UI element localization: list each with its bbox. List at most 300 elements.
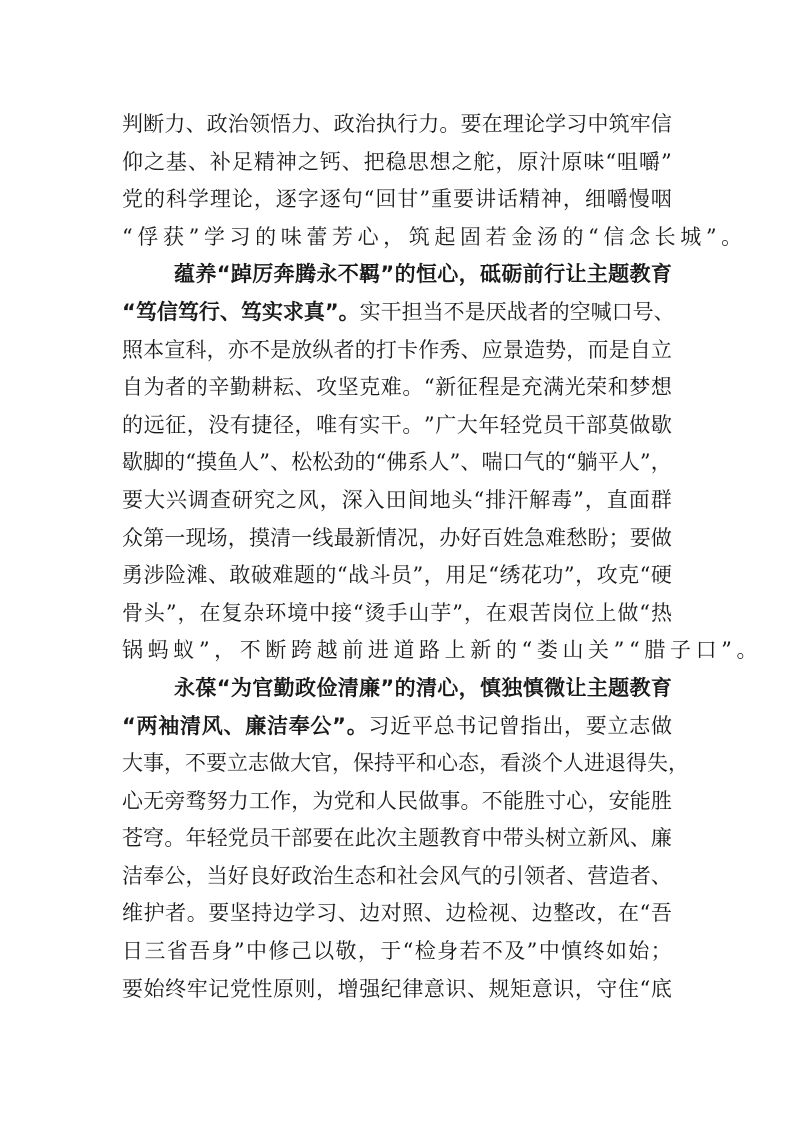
char: 论 (231, 187, 253, 212)
char: 要 (206, 751, 227, 776)
char: 艰 (507, 600, 529, 625)
char: 地 (429, 487, 451, 512)
char: 人 (238, 450, 260, 475)
text-line (122, 708, 672, 746)
char: 咀 (617, 149, 639, 174)
char: 喘 (481, 450, 503, 475)
char: 骛 (185, 788, 207, 813)
char: 第 (143, 525, 165, 550)
char: 有 (337, 412, 359, 437)
char: 终 (583, 939, 605, 964)
bold-char: ， (458, 675, 480, 700)
char: 好 (460, 525, 482, 550)
char: “ (336, 563, 348, 588)
char: 的 (315, 563, 337, 588)
char: 攻 (316, 375, 338, 400)
char: 。 (439, 112, 461, 136)
char: 筑 (408, 224, 435, 249)
char: 的 (164, 450, 186, 475)
char: 攻 (596, 563, 618, 588)
char: 强 (359, 976, 381, 1001)
bold-char: 公 (310, 713, 332, 738)
char: 勇 (122, 563, 143, 588)
char: 稳 (385, 149, 407, 174)
char: 清 (270, 525, 292, 550)
char: 照 (402, 901, 424, 926)
char: 中 (538, 939, 560, 964)
char: 志 (248, 751, 269, 776)
char: 为 (143, 375, 165, 400)
char: ， (383, 224, 409, 249)
char: 及 (504, 939, 526, 964)
char: 越 (316, 638, 343, 663)
char: 嚼 (606, 187, 628, 212)
bold-char: 羁 (359, 262, 381, 287)
char: 办 (439, 525, 461, 550)
char: 领 (248, 112, 270, 136)
char: 细 (584, 187, 606, 212)
char: 、 (566, 863, 588, 888)
char: 穹 (143, 826, 165, 851)
char: 佛 (386, 450, 408, 475)
bold-char: 洁 (266, 713, 288, 738)
char: “ (639, 600, 651, 625)
text-line (122, 144, 672, 182)
char: 总 (433, 713, 455, 738)
char: 做 (617, 600, 639, 625)
text-line (122, 933, 672, 971)
char: 人 (375, 788, 397, 813)
char: 整 (553, 901, 575, 926)
char: ， (564, 713, 586, 738)
bold-char: “ (122, 713, 136, 738)
char: ” (188, 224, 204, 249)
char: 部 (291, 826, 313, 851)
char: 者 (545, 863, 567, 888)
char: 是 (270, 337, 292, 362)
char: 田 (385, 487, 407, 512)
char: 检 (467, 901, 488, 926)
char: 子 (669, 638, 696, 663)
char: 边 (531, 901, 553, 926)
bold-char: 不 (337, 262, 359, 287)
char: 出 (542, 713, 564, 738)
text-line (122, 745, 689, 783)
char: 径 (272, 412, 294, 437)
char: 足 (231, 149, 253, 174)
char: 回 (375, 187, 397, 212)
char: 咽 (650, 187, 672, 212)
char: 近 (390, 713, 412, 738)
char: 要 (312, 826, 334, 851)
char: ， (574, 976, 596, 1001)
char: 的 (143, 187, 165, 212)
char: 政 (333, 112, 355, 136)
char: 如 (605, 939, 627, 964)
char: 保 (353, 751, 374, 776)
char: 进 (584, 751, 605, 776)
bold-char: 让 (565, 262, 587, 287)
char: 想 (429, 149, 451, 174)
char: 视 (488, 901, 510, 926)
char: 调 (187, 487, 209, 512)
char: 最 (333, 525, 355, 550)
bold-char: 育 (650, 262, 672, 287)
char: 判 (122, 112, 143, 136)
char: 厌 (485, 299, 507, 324)
char: 力 (164, 112, 186, 136)
char: 唯 (316, 412, 338, 437)
char: ， (316, 976, 338, 1001)
char: “ (521, 638, 537, 663)
char: 年 (478, 412, 500, 437)
char: 情 (375, 525, 397, 550)
char: “ (588, 224, 604, 249)
bold-char: 奉 (288, 713, 310, 738)
char: “ (605, 149, 617, 174)
char: 修 (268, 939, 290, 964)
char: 识 (445, 976, 467, 1001)
char: 路 (419, 638, 445, 663)
bold-char: 前 (522, 262, 544, 287)
char: 大 (290, 751, 311, 776)
char: 良 (248, 863, 270, 888)
char: 腊 (644, 638, 670, 663)
char: 关 (588, 638, 614, 663)
char: 芳 (331, 224, 358, 249)
char: ， (575, 563, 597, 588)
char: 之 (297, 149, 319, 174)
char: “ (185, 450, 196, 475)
char: 头 (523, 826, 545, 851)
char: 廉 (650, 826, 672, 851)
char: 足 (466, 563, 488, 588)
char: 检 (414, 939, 436, 964)
char: 身 (211, 939, 233, 964)
char: 学 (545, 112, 567, 136)
char: 照 (122, 337, 143, 362)
char: 指 (520, 713, 542, 738)
char: 要 (460, 112, 482, 136)
char: 日 (122, 939, 143, 964)
char: 上 (444, 638, 471, 663)
bold-char: 踔 (230, 262, 252, 287)
text-line (122, 820, 672, 858)
char: 嚼 (639, 149, 660, 174)
char: 场 (206, 525, 228, 550)
char: 劲 (333, 450, 355, 475)
char: 山 (408, 600, 430, 625)
text-line (122, 520, 672, 558)
char: 热 (650, 600, 672, 625)
bold-char: 行 (198, 299, 220, 324)
char: 究 (253, 487, 275, 512)
char: 、 (653, 299, 675, 324)
char: 、 (187, 149, 209, 174)
char: 上 (595, 600, 617, 625)
text-line (122, 407, 672, 445)
char: 立 (227, 751, 248, 776)
bold-char: ” (380, 262, 395, 287)
char: 、 (423, 901, 445, 926)
char: 中 (587, 112, 609, 136)
char: 思 (407, 149, 429, 174)
char: 党 (333, 788, 355, 813)
char: 、 (460, 337, 482, 362)
bold-char: 勤 (273, 675, 295, 700)
char: 城 (680, 224, 706, 249)
char: 是 (499, 375, 521, 400)
char: 的 (354, 450, 376, 475)
char: 硬 (650, 563, 672, 588)
bold-char: 葆 (195, 675, 217, 700)
char: 党 (227, 826, 249, 851)
char: 吾 (650, 901, 672, 926)
char: 习 (368, 713, 390, 738)
char: 心 (357, 224, 384, 249)
char: 立 (566, 826, 588, 851)
bold-char: “ (216, 262, 231, 287)
text-line (122, 181, 672, 219)
char: 俘 (137, 224, 163, 249)
char: 长 (654, 224, 681, 249)
char: ” (573, 487, 584, 512)
char: 始 (143, 976, 165, 1001)
char: 功 (542, 563, 564, 588)
char: ” (449, 450, 461, 475)
char: 金 (511, 224, 537, 249)
text-line (122, 369, 672, 407)
char: 造 (523, 337, 545, 362)
char: 难 (545, 525, 567, 550)
char: 打 (375, 337, 397, 362)
bold-char: 为 (230, 675, 252, 700)
char: 敢 (229, 563, 251, 588)
char: 进 (367, 638, 394, 663)
bold-char: 清 (415, 675, 437, 700)
char: ， (294, 412, 316, 437)
char: 愁 (566, 525, 588, 550)
char: 当 (206, 863, 228, 888)
char: 大 (122, 751, 143, 776)
char: 手 (386, 600, 408, 625)
text-line (122, 783, 672, 821)
char: ” (660, 149, 672, 174)
char: 能 (629, 788, 651, 813)
char: ” (563, 563, 575, 588)
char: “ (473, 487, 485, 512)
char: ” (412, 563, 424, 588)
char: 和 (354, 788, 376, 813)
char: 岗 (551, 600, 573, 625)
char: 科 (185, 337, 207, 362)
char: 持 (251, 901, 273, 926)
char: “ (363, 187, 375, 212)
char: 蕾 (306, 224, 332, 249)
char: 立 (607, 713, 629, 738)
char: 新 (470, 638, 496, 663)
char: 学 (294, 901, 316, 926)
char: 此 (354, 826, 376, 851)
text-line (122, 557, 672, 595)
char: 工 (248, 788, 270, 813)
char: 耘 (272, 375, 294, 400)
char: 中 (246, 939, 267, 964)
char: 矩 (510, 976, 532, 1001)
bold-char: 笃 (177, 299, 199, 324)
bold-char: 教 (629, 262, 651, 287)
char: 党 (229, 976, 251, 1001)
char: 心 (566, 788, 588, 813)
char: ” (705, 224, 722, 249)
char: 理 (209, 187, 231, 212)
char: 、 (207, 563, 229, 588)
char: 的 (354, 337, 376, 362)
text-line (122, 482, 672, 520)
bold-char: 求 (282, 299, 304, 324)
char: 平 (395, 751, 416, 776)
char: “ (565, 450, 577, 475)
char: 轻 (206, 826, 228, 851)
char: 况 (397, 525, 419, 550)
char: 汤 (536, 224, 563, 249)
char: 新 (354, 525, 376, 550)
char: ， (319, 487, 341, 512)
char: 逐 (275, 187, 297, 212)
char: 寸 (545, 788, 567, 813)
text-line (122, 444, 672, 482)
char: 习 (316, 901, 338, 926)
bold-char: ” (324, 299, 339, 324)
bold-char: 题 (608, 675, 630, 700)
char: 意 (531, 976, 553, 1001)
char: 歇 (650, 412, 672, 437)
char: ， (596, 901, 618, 926)
char: 苍 (122, 826, 143, 851)
char: 己 (290, 939, 312, 964)
char: 甘 (397, 187, 419, 212)
char: 的 (544, 450, 566, 475)
char: 脚 (143, 450, 165, 475)
char: 字 (297, 187, 319, 212)
char: 引 (502, 863, 524, 888)
char: 、 (467, 976, 488, 1001)
char: 境 (287, 600, 309, 625)
char: “ (639, 901, 651, 926)
char: 者 (527, 299, 549, 324)
char: 风 (297, 487, 319, 512)
char: ， (566, 337, 588, 362)
char: 新 (435, 375, 457, 400)
char: ， (206, 337, 228, 362)
char: 为 (312, 788, 334, 813)
char: 补 (209, 149, 231, 174)
char: 现 (185, 525, 207, 550)
char: 守 (596, 976, 618, 1001)
char: 安 (608, 788, 630, 813)
char: 理 (502, 112, 524, 136)
char: 要 (122, 976, 143, 1001)
char: 退 (605, 751, 626, 776)
char: 部 (586, 412, 608, 437)
char: 想 (650, 375, 672, 400)
char: 、 (510, 901, 532, 926)
bold-char: 永 (316, 262, 338, 287)
char: ” (419, 187, 431, 212)
bold-char: 。 (338, 299, 360, 324)
char: “ (122, 224, 138, 249)
char: 查 (209, 487, 231, 512)
bold-char: ” (380, 675, 395, 700)
char: 味 (583, 149, 605, 174)
char: 民 (397, 788, 419, 813)
char: 捷 (251, 412, 273, 437)
char: 娄 (536, 638, 563, 663)
char: 担 (401, 299, 423, 324)
char: 光 (564, 375, 586, 400)
bold-char: 心 (437, 675, 459, 700)
bold-char: 砥 (480, 262, 502, 287)
char: 鱼 (217, 450, 239, 475)
char: 。 (402, 412, 424, 437)
char: 洁 (122, 863, 143, 888)
text-line (122, 632, 763, 670)
char: 员 (248, 826, 270, 851)
char: 在 (333, 826, 355, 851)
char: 摸 (196, 450, 218, 475)
char: 精 (518, 187, 540, 212)
char: ” (233, 939, 245, 964)
char: 骨 (122, 600, 143, 625)
char: 和 (416, 751, 437, 776)
char: 员 (543, 412, 564, 437)
text-line (122, 106, 672, 144)
char: 之 (451, 149, 473, 174)
char: 次 (375, 826, 397, 851)
bold-char: 蕴 (174, 262, 195, 287)
char: 、 (650, 863, 672, 888)
char: 滩 (186, 563, 208, 588)
bold-char: 腾 (294, 262, 316, 287)
char: 书 (455, 713, 477, 738)
char: 当 (422, 299, 444, 324)
char: 人 (428, 450, 450, 475)
char: 纵 (312, 337, 334, 362)
char: 盼 (587, 525, 609, 550)
char: 秀 (439, 337, 461, 362)
char: 毒 (551, 487, 573, 512)
char: 住 (617, 976, 639, 1001)
char: 干 (380, 299, 402, 324)
char: 题 (418, 826, 440, 851)
char: ， (650, 450, 672, 475)
char: 之 (143, 149, 165, 174)
char: ， (463, 600, 485, 625)
text-line (122, 294, 675, 332)
char: 。 (186, 901, 208, 926)
char: 底 (650, 976, 672, 1001)
char: “ (423, 375, 435, 400)
char: 胜 (650, 788, 672, 813)
text-line (122, 895, 672, 933)
bold-char: 袖 (158, 713, 180, 738)
char: 姓 (502, 525, 524, 550)
char: 悟 (270, 112, 292, 136)
char: 松 (312, 450, 334, 475)
bold-char: ” (332, 713, 346, 738)
char: ， (214, 638, 240, 663)
bold-char: 。 (346, 713, 368, 738)
